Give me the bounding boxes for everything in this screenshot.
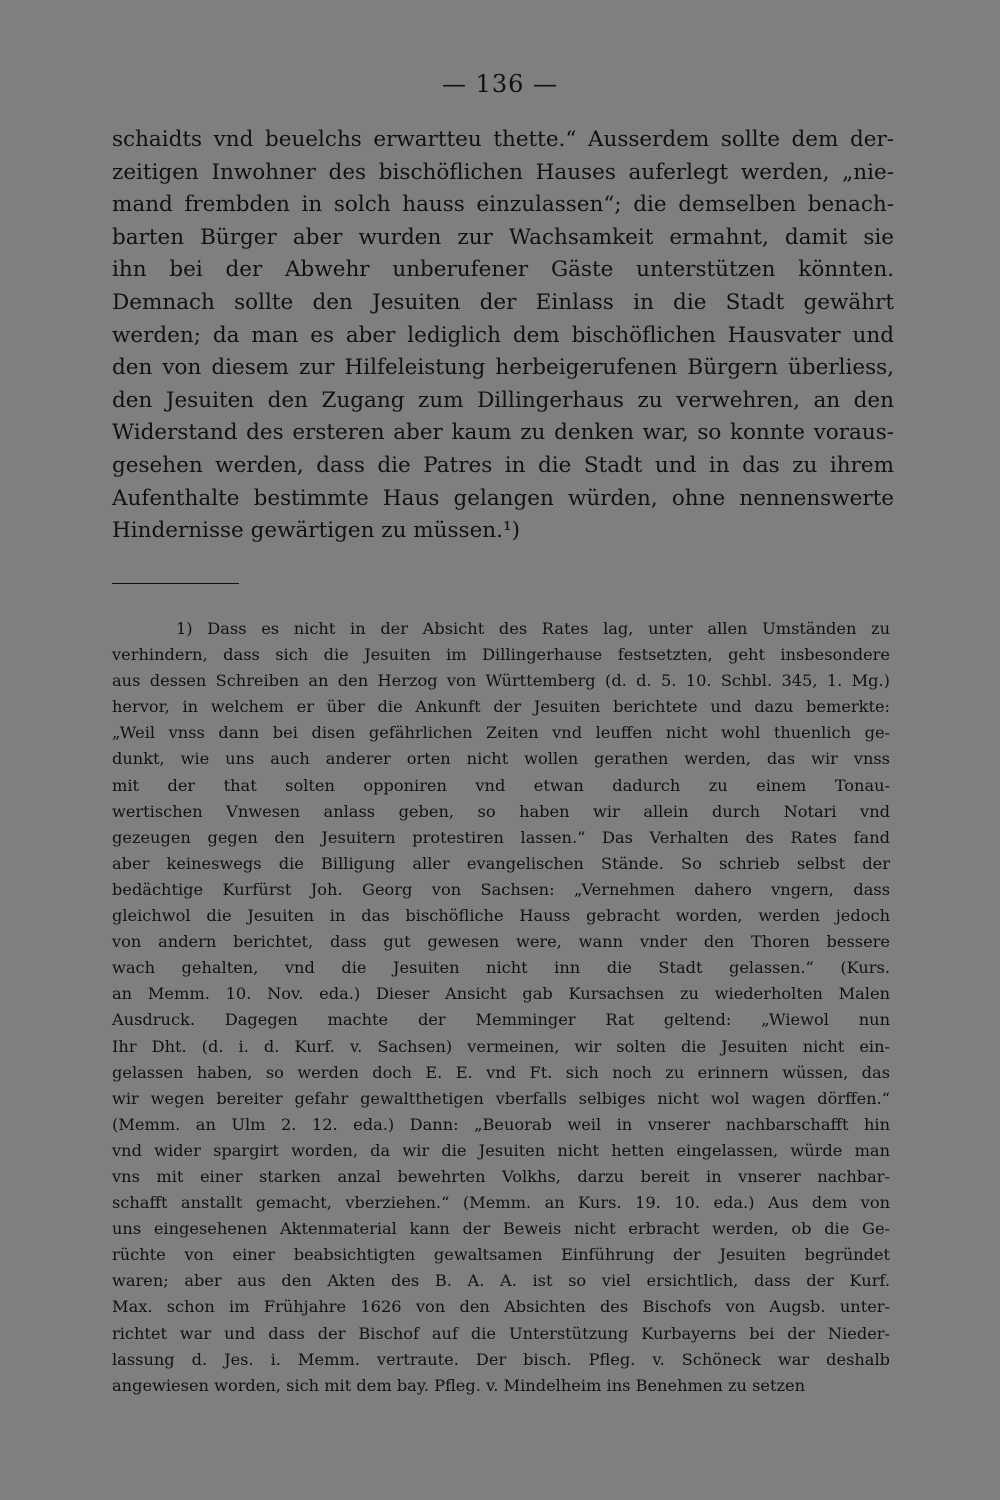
footnote-line: gleichwol die Jesuiten in das bischöfliche Hauss gebracht worden, werden jedoch bbox=[112, 906, 890, 926]
body-line: Demnach sollte den Jesuiten der Einlass in die Stadt gewährt bbox=[112, 289, 894, 315]
body-line: barten Bürger aber wurden zur Wachsamkeit ermahnt, damit sie bbox=[112, 224, 894, 250]
body-line: den Jesuiten den Zugang zum Dillingerhaus zu verwehren, an den bbox=[112, 387, 894, 413]
footnote-line: lassung d. Jes. i. Memm. vertraute. Der bisch. Pfleg. v. Schöneck war deshalb bbox=[112, 1349, 890, 1369]
footnote-line: dunkt, wie uns auch anderer orten nicht wollen gerathen werden, das wir vnss bbox=[112, 749, 890, 769]
footnote-line: (Memm. an Ulm 2. 12. eda.) Dann: „Beuorab weil in vnserer nachbarschafft hin bbox=[112, 1114, 890, 1134]
footnote-line: wertischen Vnwesen anlass geben, so haben wir allein durch Notari vnd bbox=[112, 801, 890, 821]
footnote-line: vnd wider spargirt worden, da wir die Jesuiten nicht hetten eingelassen, würde man bbox=[112, 1140, 890, 1160]
footnote-line: waren; aber aus den Akten des B. A. A. ist so viel ersichtlich, dass der Kurf. bbox=[112, 1271, 890, 1291]
body-line: ihn bei der Abwehr unberufener Gäste unterstützen könnten. bbox=[112, 257, 894, 283]
footnote-line: gezeugen gegen den Jesuitern protestiren lassen.“ Das Verhalten des Rates fand bbox=[112, 827, 890, 847]
body-line: werden; da man es aber lediglich dem bischöflichen Hausvater und bbox=[112, 322, 894, 348]
footnote-separator bbox=[112, 583, 239, 584]
footnote-line: hervor, in welchem er über die Ankunft der Jesuiten berichtete und dazu bemerkte: bbox=[112, 697, 890, 717]
footnote-line: an Memm. 10. Nov. eda.) Dieser Ansicht gab Kursachsen zu wiederholten Malen bbox=[112, 984, 890, 1004]
body-line: gesehen werden, dass die Patres in die Stadt und in das zu ihrem bbox=[112, 452, 894, 478]
footnote-line: rüchte von einer beabsichtigten gewaltsamen Einführung der Jesuiten begründet bbox=[112, 1245, 890, 1265]
page-number: — 136 — bbox=[441, 70, 559, 98]
footnote-line: verhindern, dass sich die Jesuiten im Dillingerhause festsetzten, geht insbesondere bbox=[112, 645, 890, 665]
footnote-line: Max. schon im Frühjahre 1626 von den Absichten des Bischofs von Augsb. unter- bbox=[112, 1297, 890, 1317]
body-line: mand frembden in solch hauss einzulassen“; die demselben benach- bbox=[112, 192, 894, 218]
footnote-line: angewiesen worden, sich mit dem bay. Pfleg. v. Mindelheim ins Benehmen zu setzen bbox=[112, 1375, 806, 1395]
footnote-line: aber keineswegs die Billigung aller evangelischen Stände. So schrieb selbst der bbox=[112, 853, 890, 873]
footnote-line: gelassen haben, so werden doch E. E. vnd Ft. sich noch zu erinnern wüssen, das bbox=[112, 1062, 890, 1082]
footnote-line: richtet war und dass der Bischof auf die Unterstützung Kurbayerns bei der Nieder- bbox=[112, 1323, 890, 1343]
footnote-line: 1) Dass es nicht in der Absicht des Rates lag, unter allen Umständen zu bbox=[176, 619, 890, 638]
footnote-line: wir wegen bereiter gefahr gewaltthetigen vberfalls selbiges nicht wol wagen dörffen.“ bbox=[112, 1088, 890, 1108]
footnote-line: bedächtige Kurfürst Joh. Georg von Sachsen: „Vernehmen dahero vngern, dass bbox=[112, 879, 890, 899]
footnote-line: „Weil vnss dann bei disen gefährlichen Zeiten vnd leuffen nicht wohl thuenlich ge- bbox=[112, 723, 890, 743]
footnote bbox=[112, 616, 890, 1399]
footnote-line: vns mit einer starken anzal bewehrten Volkhs, darzu bereit in vnserer nachbar- bbox=[112, 1166, 890, 1186]
footnote-line: schafft anstallt gemacht, vberziehen.“ (Memm. an Kurs. 19. 10. eda.) Aus dem von bbox=[112, 1193, 890, 1213]
footnote-line: Ihr Dht. (d. i. d. Kurf. v. Sachsen) vermeinen, wir solten die Jesuiten nicht ein- bbox=[112, 1036, 890, 1056]
body-line: Aufenthalte bestimmte Haus gelangen würden, ohne nennenswerte bbox=[112, 485, 894, 511]
footnote-line: wach gehalten, vnd die Jesuiten nicht inn die Stadt gelassen.“ (Kurs. bbox=[112, 958, 890, 978]
footnote-line: Ausdruck. Dagegen machte der Memminger Rat geltend: „Wiewol nun bbox=[112, 1010, 890, 1030]
footnote-line: uns eingesehenen Aktenmaterial kann der Beweis nicht erbracht werden, ob die Ge- bbox=[112, 1219, 890, 1239]
footnote-line: mit der that solten opponiren vnd etwan dadurch zu einem Tonau- bbox=[112, 775, 890, 795]
body-line: Hindernisse gewärtigen zu müssen.¹) bbox=[112, 518, 520, 544]
main-text bbox=[112, 124, 894, 548]
body-line: Widerstand des ersteren aber kaum zu denken war, so konnte voraus- bbox=[112, 420, 894, 446]
body-line: schaidts vnd beuelchs erwartteu thette.“ Ausserdem sollte dem der- bbox=[112, 127, 894, 152]
footnote-line: aus dessen Schreiben an den Herzog von Württemberg (d. d. 5. 10. Schbl. 345, 1. Mg.) bbox=[112, 671, 890, 691]
body-line: den von diesem zur Hilfeleistung herbeigerufenen Bürgern überliess, bbox=[112, 355, 894, 381]
footnote-line: von andern berichtet, dass gut gewesen were, wann vnder den Thoren bessere bbox=[112, 932, 890, 952]
body-line: zeitigen Inwohner des bischöflichen Hauses auferlegt werden, „nie- bbox=[112, 159, 894, 185]
